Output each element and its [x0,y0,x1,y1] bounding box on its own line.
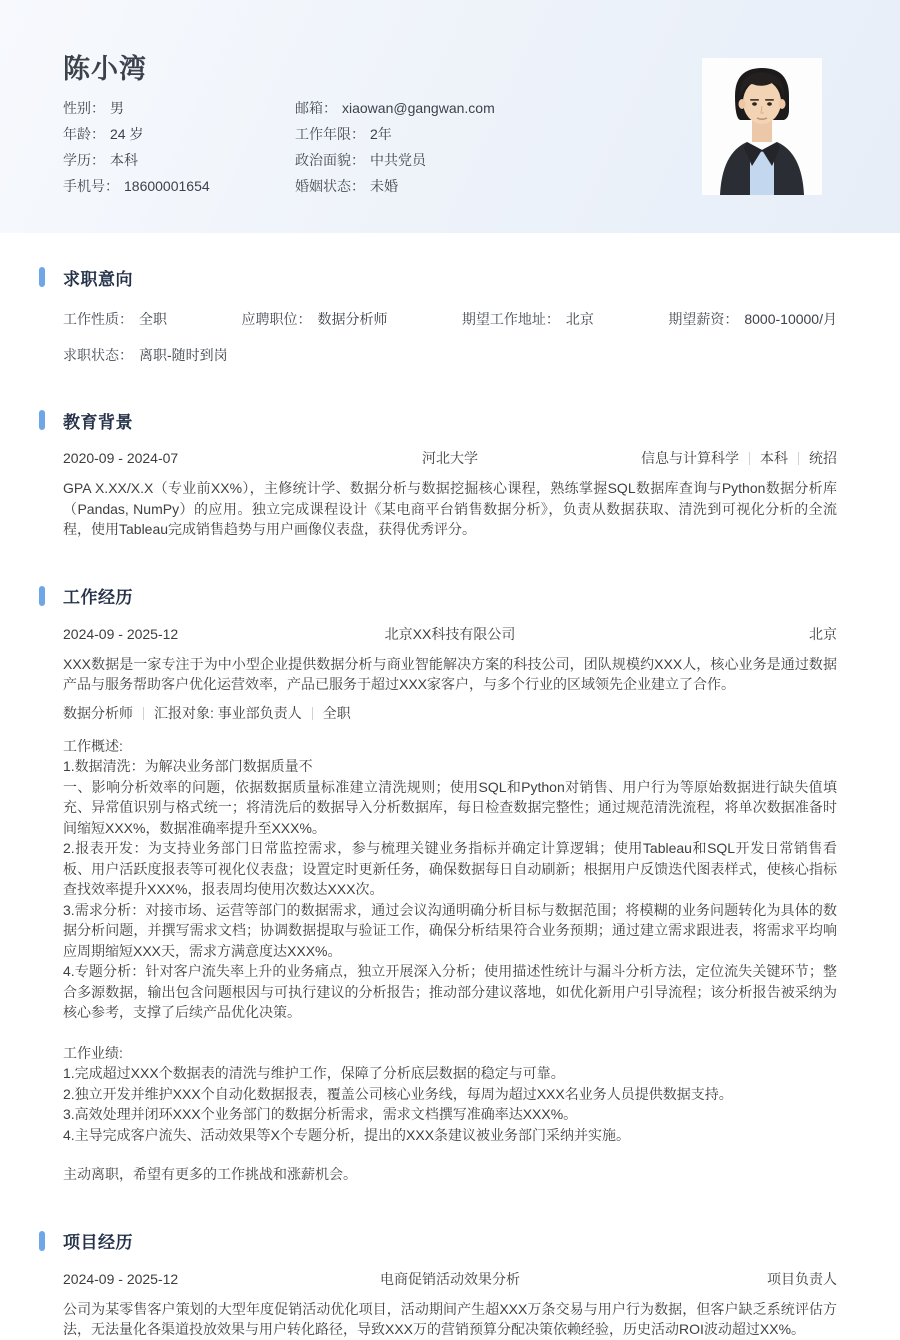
work-achievements-heading: 工作业绩: [63,1044,123,1061]
work-achievement-item: 1.完成超过XXX个数据表的清洗与维护工作，保障了分析底层数据的稳定与可靠。 [63,1065,565,1081]
divider [143,707,144,720]
section-accent-bar [39,267,45,287]
info-marital-status: 婚姻状态： 未婚 [295,178,398,194]
work-location: 北京 [808,625,837,642]
work-job-type: 全职 [322,704,351,721]
info-phone: 手机号： 18600001654 [63,178,210,194]
section-title: 求职意向 [63,269,133,289]
education-school: 河北大学 [421,450,478,466]
education-period: 2020-09 - 2024-07 [63,450,179,466]
section-title: 教育背景 [63,412,133,432]
resume-body [0,266,900,1340]
work-header [39,585,837,607]
section-accent-bar [39,586,45,606]
personal-info-right [295,100,495,204]
education-degree-info [587,450,837,467]
company-intro: XXX数据是一家专注于为中小型企业提供数据分析与商业智能解决方案的科技公司，团队规模约XXX人，核心业务是通过数据产品与服务帮助客户优化运营效率，产品已服务于超过XXX家客户，与多个行业的区域领先企业建立了合作。 [63,655,837,692]
info-degree: 学历： 本科 [63,152,138,168]
work-achievement-item: 3.高效处理并闭环XXX个业务部门的数据分析需求，需求文档撰写准确率达XXX%。 [63,1106,578,1122]
work-period: 2024-09 - 2025-12 [63,625,179,642]
project-description: 公司为某零售客户策划的大型年度促销活动优化项目，活动期间产生超XXX万条交易与用户行为数据，但客户缺乏系统评估方法，无法量化各渠道投放效果与用户转化路径，导致XXX万的营销预算分配决策依赖经验，历史活动ROI波动超过XX%。 [63,1300,837,1337]
job-nature: 工作性质： 全职 [63,311,167,327]
job-salary: 期望薪资： 8000-10000/月 [668,311,837,327]
work-overview-item: 1.数据清洗：为解决业务部门数据质量不 [63,758,313,774]
work-company: 北京XX科技有限公司 [384,625,516,642]
personal-info-left [63,100,295,204]
education-description: GPA X.XX/X.X（专业前XX%），主修统计学、数据分析与数据挖掘核心课程，熟练掌握SQL数据库查询与Python数据分析库（Pandas, NumPy）的应用。独立完成课程设计《某电商平台销售数据分析》，负责从数据获取、清洗到可视化分析的全流程，使用Tableau完成销售趋势与用户画像仪表盘，获得优秀评分。 [63,480,837,537]
project-meta-row [63,1271,837,1288]
project-name: 电商促销活动效果分析 [379,1270,520,1287]
work-achievements [63,1043,837,1146]
work-achievement-item: 2.独立开发并维护XXX个自动化数据报表，覆盖公司核心业务线，每周为超过XXX名业务人员提供数据支持。 [63,1085,733,1102]
education-degree: 本科 [759,450,788,466]
project-header [39,1230,837,1252]
job-intention-header [39,266,837,288]
work-position: 数据分析师 [63,704,133,721]
candidate-name: 陈小湾 [63,54,147,84]
info-political-status: 政治面貌： 中共党员 [295,152,426,168]
info-age: 年龄： 24 岁 [63,126,144,142]
section-title: 工作经历 [63,588,133,607]
candidate-photo [702,58,822,195]
work-overview-item: 3.需求分析：对接市场、运营等部门的数据需求，通过会议沟通明确分析目标与数据范围；将模糊的业务问题转化为具体的数据分析问题，并撰写需求文档；协调数据提取与验证工作，确保分析结果符合业务预期；通过建立需求跟进表，将需求平均响应周期缩短XXX天，需求方满意度达XXX%。 [63,901,837,959]
divider [798,452,799,465]
education-header [39,409,837,431]
info-email: 邮箱： xiaowan@gangwan.com [295,100,495,116]
section-work-experience [63,585,837,1185]
job-intention-row [63,311,837,328]
job-status-row [63,347,837,364]
section-project-experience [63,1230,837,1340]
work-overview [63,736,837,1023]
job-location: 期望工作地址： 北京 [461,311,594,327]
leave-reason: 主动离职，希望有更多的工作挑战和涨薪机会。 [63,1166,357,1182]
section-education [63,409,837,540]
job-status: 求职状态： 离职-随时到岗 [63,347,228,363]
info-gender: 性别： 男 [63,100,124,116]
work-position-row [63,705,837,722]
candidate-photo-image [702,58,822,195]
project-period: 2024-09 - 2025-12 [63,1270,179,1287]
work-overview-item: 2.报表开发：为支持业务部门日常监控需求，参与梳理关键业务指标并确定计算逻辑；使用Tableau和SQL开发日常销售看板、用户活跃度报表等可视化仪表盘；设置定时更新任务，确保数据每日自动刷新；根据用户反馈迭代图表样式，使核心指标查找效率提升XXX%，报表周均使用次数达XXX次。 [63,840,837,897]
work-overview-item: 4.专题分析：针对客户流失率上升的业务痛点，独立开展深入分析；使用描述性统计与漏斗分析方法，定位流失关键环节；整合多源数据，输出包含问题根因与可执行建议的分析报告；推动部分建议落地，如优化新用户引导流程；该分析报告被采纳为核心参考，支撑了后续产品优化决策。 [63,963,837,1020]
divider [312,707,313,720]
section-accent-bar [39,1231,45,1251]
education-meta-row [63,450,837,467]
divider [749,452,750,465]
project-role: 项目负责人 [766,1270,837,1287]
work-report-to: 汇报对象: 事业部负责人 [154,704,302,721]
work-meta-row [63,626,837,643]
job-position: 应聘职位： 数据分析师 [241,311,388,327]
section-accent-bar [39,410,45,430]
education-major: 信息与计算科学 [640,450,739,466]
section-job-intention [63,266,837,364]
resume-header [0,0,900,233]
work-overview-item: 一、影响分析效率的问题，依据数据质量标准建立清洗规则；使用SQL和Python对销售、用户行为等原始数据进行缺失值填充、异常值识别与格式统一；将清洗后的数据导入分析数据库，每日检查数据完整性；通过规范清洗流程，将单次数据准备时间缩短XXX%，数据准确率提升至XXX%。 [63,778,837,836]
work-overview-heading: 工作概述: [63,737,123,754]
info-work-years: 工作年限： 2年 [295,126,392,142]
education-enroll-type: 统招 [808,450,837,466]
work-achievement-item: 4.主导完成客户流失、活动效果等X个专题分析，提出的XXX条建议被业务部门采纳并实施。 [63,1126,631,1143]
section-title: 项目经历 [63,1233,133,1252]
